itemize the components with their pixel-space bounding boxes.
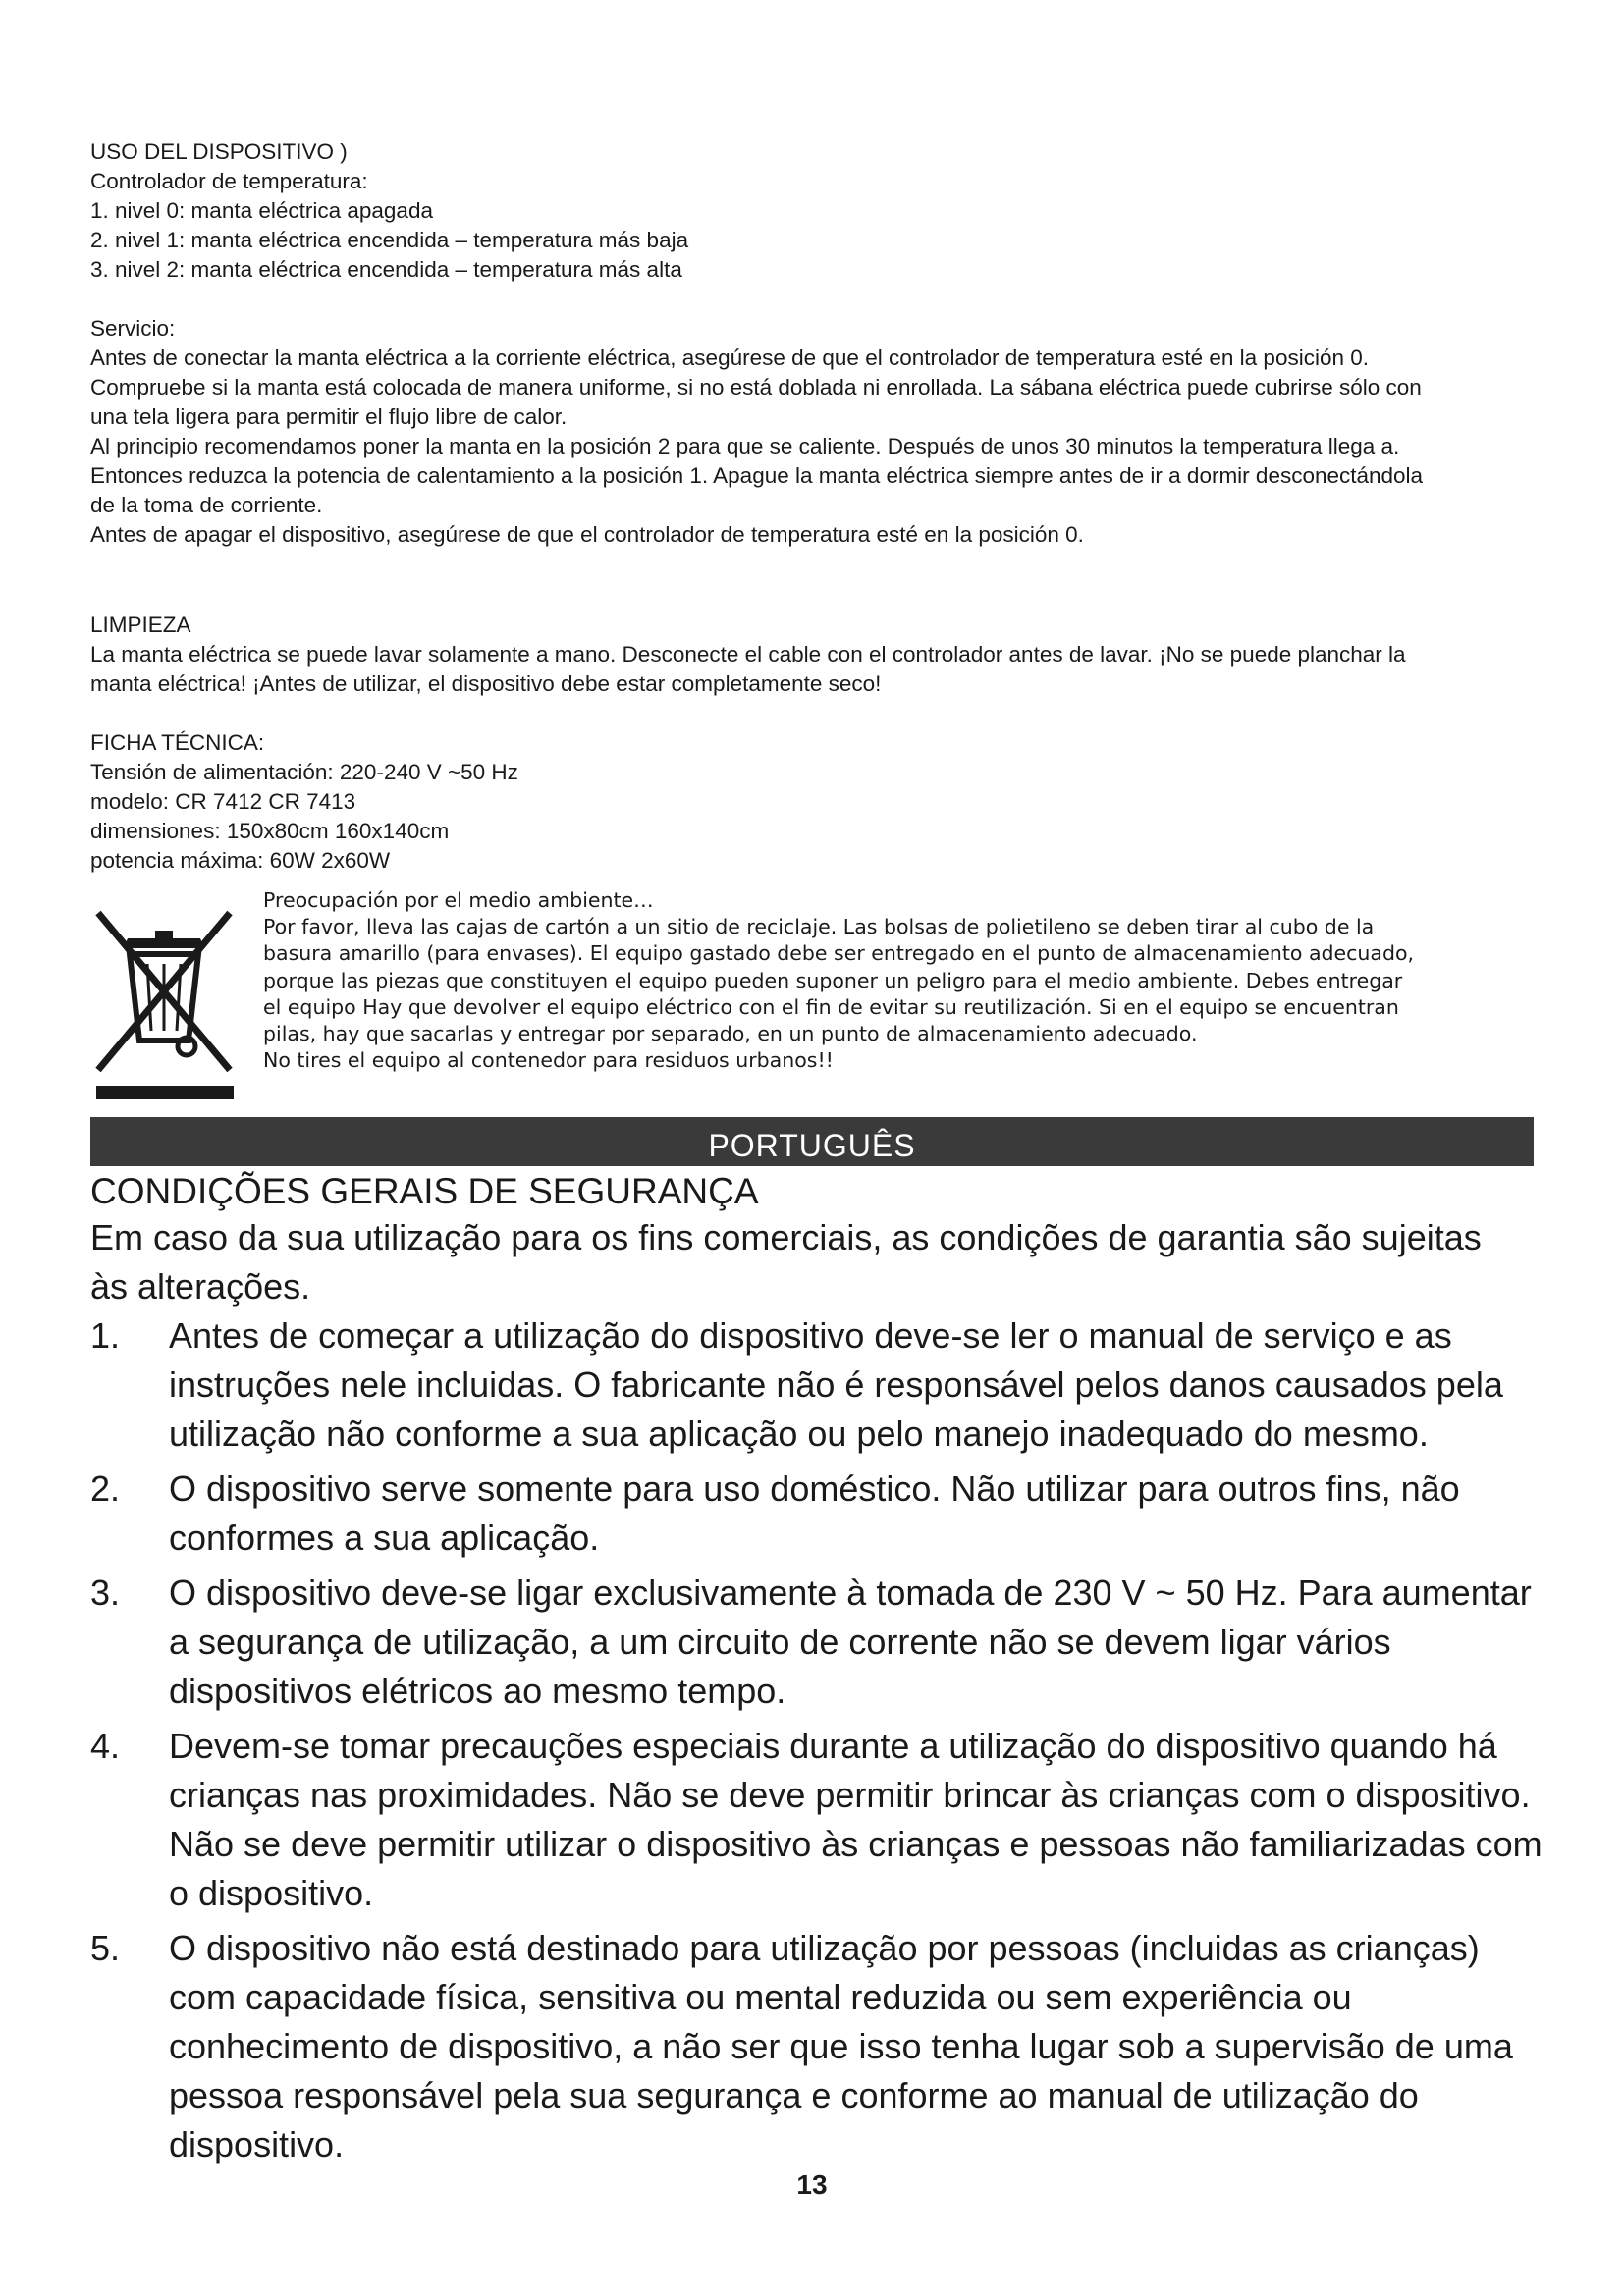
cleaning-heading: LIMPIEZA (90, 613, 191, 637)
service-line: Compruebe si la manta está colocada de manera uniforme, si no está doblada ni enrollada. La sábana eléctrica puede cubrirse sólo con (90, 375, 1422, 400)
item-number: 2. (90, 1468, 121, 1509)
section-intro: Em caso da sua utilização para os fins comerciais, as condições de garantia são sujeitas às alterações. (90, 1217, 1482, 1307)
environment-line: el equipo Hay que devolver el equipo eléctrico con el fin de evitar su reutilización. Si en el equipo se encuentran (263, 994, 1399, 1019)
item-text: Antes de começar a utilização do dispositivo deve-se ler o manual de serviço e as instruções nele incluidas. O fabricante não é responsável pelos danos causados pela utilização não conforme a sua aplicação ou pelo manejo inadequado do mesmo. (169, 1315, 1503, 1454)
specs-line: modelo: CR 7412 CR 7413 (90, 789, 356, 814)
environment-line: pilas, hay que sacarlas y entregar por separado, en un punto de almacenamiento adecuado. (263, 1022, 1198, 1046)
cleaning-line: La manta eléctrica se puede lavar solamente a mano. Desconecte el cable con el controlador antes de lavar. ¡No se puede planchar la (90, 642, 1406, 667)
service-line: Al principio recomendamos poner la manta en la posición 2 para que se caliente. Después de unos 30 minutos la temperatura llega a. (90, 434, 1400, 458)
portuguese-section (90, 1170, 1553, 2169)
spanish-section (90, 137, 1534, 1111)
usage-block (90, 137, 1534, 285)
language-bar: PORTUGUÊS (90, 1117, 1534, 1166)
service-line: Antes de apagar el dispositivo, asegúrese de que el controlador de temperatura esté en la posición 0. (90, 522, 1084, 547)
service-line: Entonces reduzca la potencia de calentamiento a la posición 1. Apague la manta eléctrica siempre antes de ir a dormir desconectándola (90, 463, 1424, 488)
environment-line: No tires el equipo al contenedor para residuos urbanos!! (263, 1048, 834, 1073)
usage-subheading: Controlador de temperatura: (90, 169, 368, 193)
level-item: 1. nivel 0: manta eléctrica apagada (90, 198, 433, 223)
list-item (90, 1722, 1553, 1918)
service-block (90, 314, 1534, 550)
list-item (90, 1924, 1553, 2169)
specs-line: Tensión de alimentación: 220-240 V ~50 Hz (90, 760, 518, 784)
service-line: una tela ligera para permitir el flujo libre de calor. (90, 404, 568, 429)
item-number: 3. (90, 1573, 121, 1613)
list-item (90, 1465, 1553, 1563)
specs-block (90, 728, 1534, 876)
item-text: O dispositivo deve-se ligar exclusivamente à tomada de 230 V ~ 50 Hz. Para aumentar a segurança de utilização, a um circuito de corrente não se devem ligar vários dispositivos elétricos ao mesmo tempo. (169, 1573, 1532, 1711)
specs-line: dimensiones: 150x80cm 160x140cm (90, 819, 450, 843)
environment-line: porque las piezas que constituyen el equipo pueden suponer un peligro para el medio ambiente. Debes entregar (263, 968, 1403, 992)
specs-line: potencia máxima: 60W 2x60W (90, 848, 391, 873)
service-line: Antes de conectar la manta eléctrica a la corriente eléctrica, asegúrese de que el controlador de temperatura esté en la posición 0. (90, 346, 1370, 370)
environment-line: basura amarillo (para envases). El equipo gastado debe ser entregado en el punto de almacenamiento adecuado, (263, 941, 1415, 966)
environment-line: Preocupación por el medio ambiente… (263, 888, 654, 912)
page-number: 13 (796, 2169, 828, 2200)
crossed-out-wheelie-bin-icon (90, 903, 238, 1099)
item-text: Devem-se tomar precauções especiais durante a utilização do dispositivo quando há crianças nas proximidades. Não se deve permitir brincar às crianças com o dispositivo. Não se deve permitir utilizar o dispositivo às crianças e pessoas não familiarizadas com o dispositivo. (169, 1726, 1543, 1913)
cleaning-block (90, 611, 1534, 699)
usage-heading: USO DEL DISPOSITIVO ) (90, 139, 348, 164)
item-number: 1. (90, 1315, 121, 1356)
safety-list (90, 1311, 1553, 2169)
list-item (90, 1569, 1553, 1716)
environment-notice (90, 887, 1534, 1111)
specs-heading: FICHA TÉCNICA: (90, 730, 265, 755)
item-number: 4. (90, 1726, 121, 1766)
list-item (90, 1311, 1553, 1459)
service-heading: Servicio: (90, 316, 176, 341)
cleaning-line: manta eléctrica! ¡Antes de utilizar, el dispositivo debe estar completamente seco! (90, 671, 882, 696)
item-text: O dispositivo serve somente para uso doméstico. Não utilizar para outros fins, não conformes a sua aplicação. (169, 1468, 1460, 1558)
environment-line: Por favor, lleva las cajas de cartón a un sitio de reciclaje. Las bolsas de polietileno se deben tirar al cubo de la (263, 915, 1375, 939)
environment-text (263, 887, 1540, 1074)
item-text: O dispositivo não está destinado para utilização por pessoas (incluidas as crianças) com capacidade física, sensitiva ou mental reduzida ou sem experiência ou conhecimento de dispositivo, a não ser que isso tenha lugar sob a supervisão de uma pessoa responsável pela sua segurança e conforme ao manual de utilização do dispositivo. (169, 1928, 1513, 2164)
item-number: 5. (90, 1928, 121, 1968)
section-title: CONDIÇÕES GERAIS DE SEGURANÇA (90, 1171, 759, 1211)
level-item: 3. nivel 2: manta eléctrica encendida – temperatura más alta (90, 257, 682, 282)
level-item: 2. nivel 1: manta eléctrica encendida – temperatura más baja (90, 228, 689, 252)
service-line: de la toma de corriente. (90, 493, 323, 517)
